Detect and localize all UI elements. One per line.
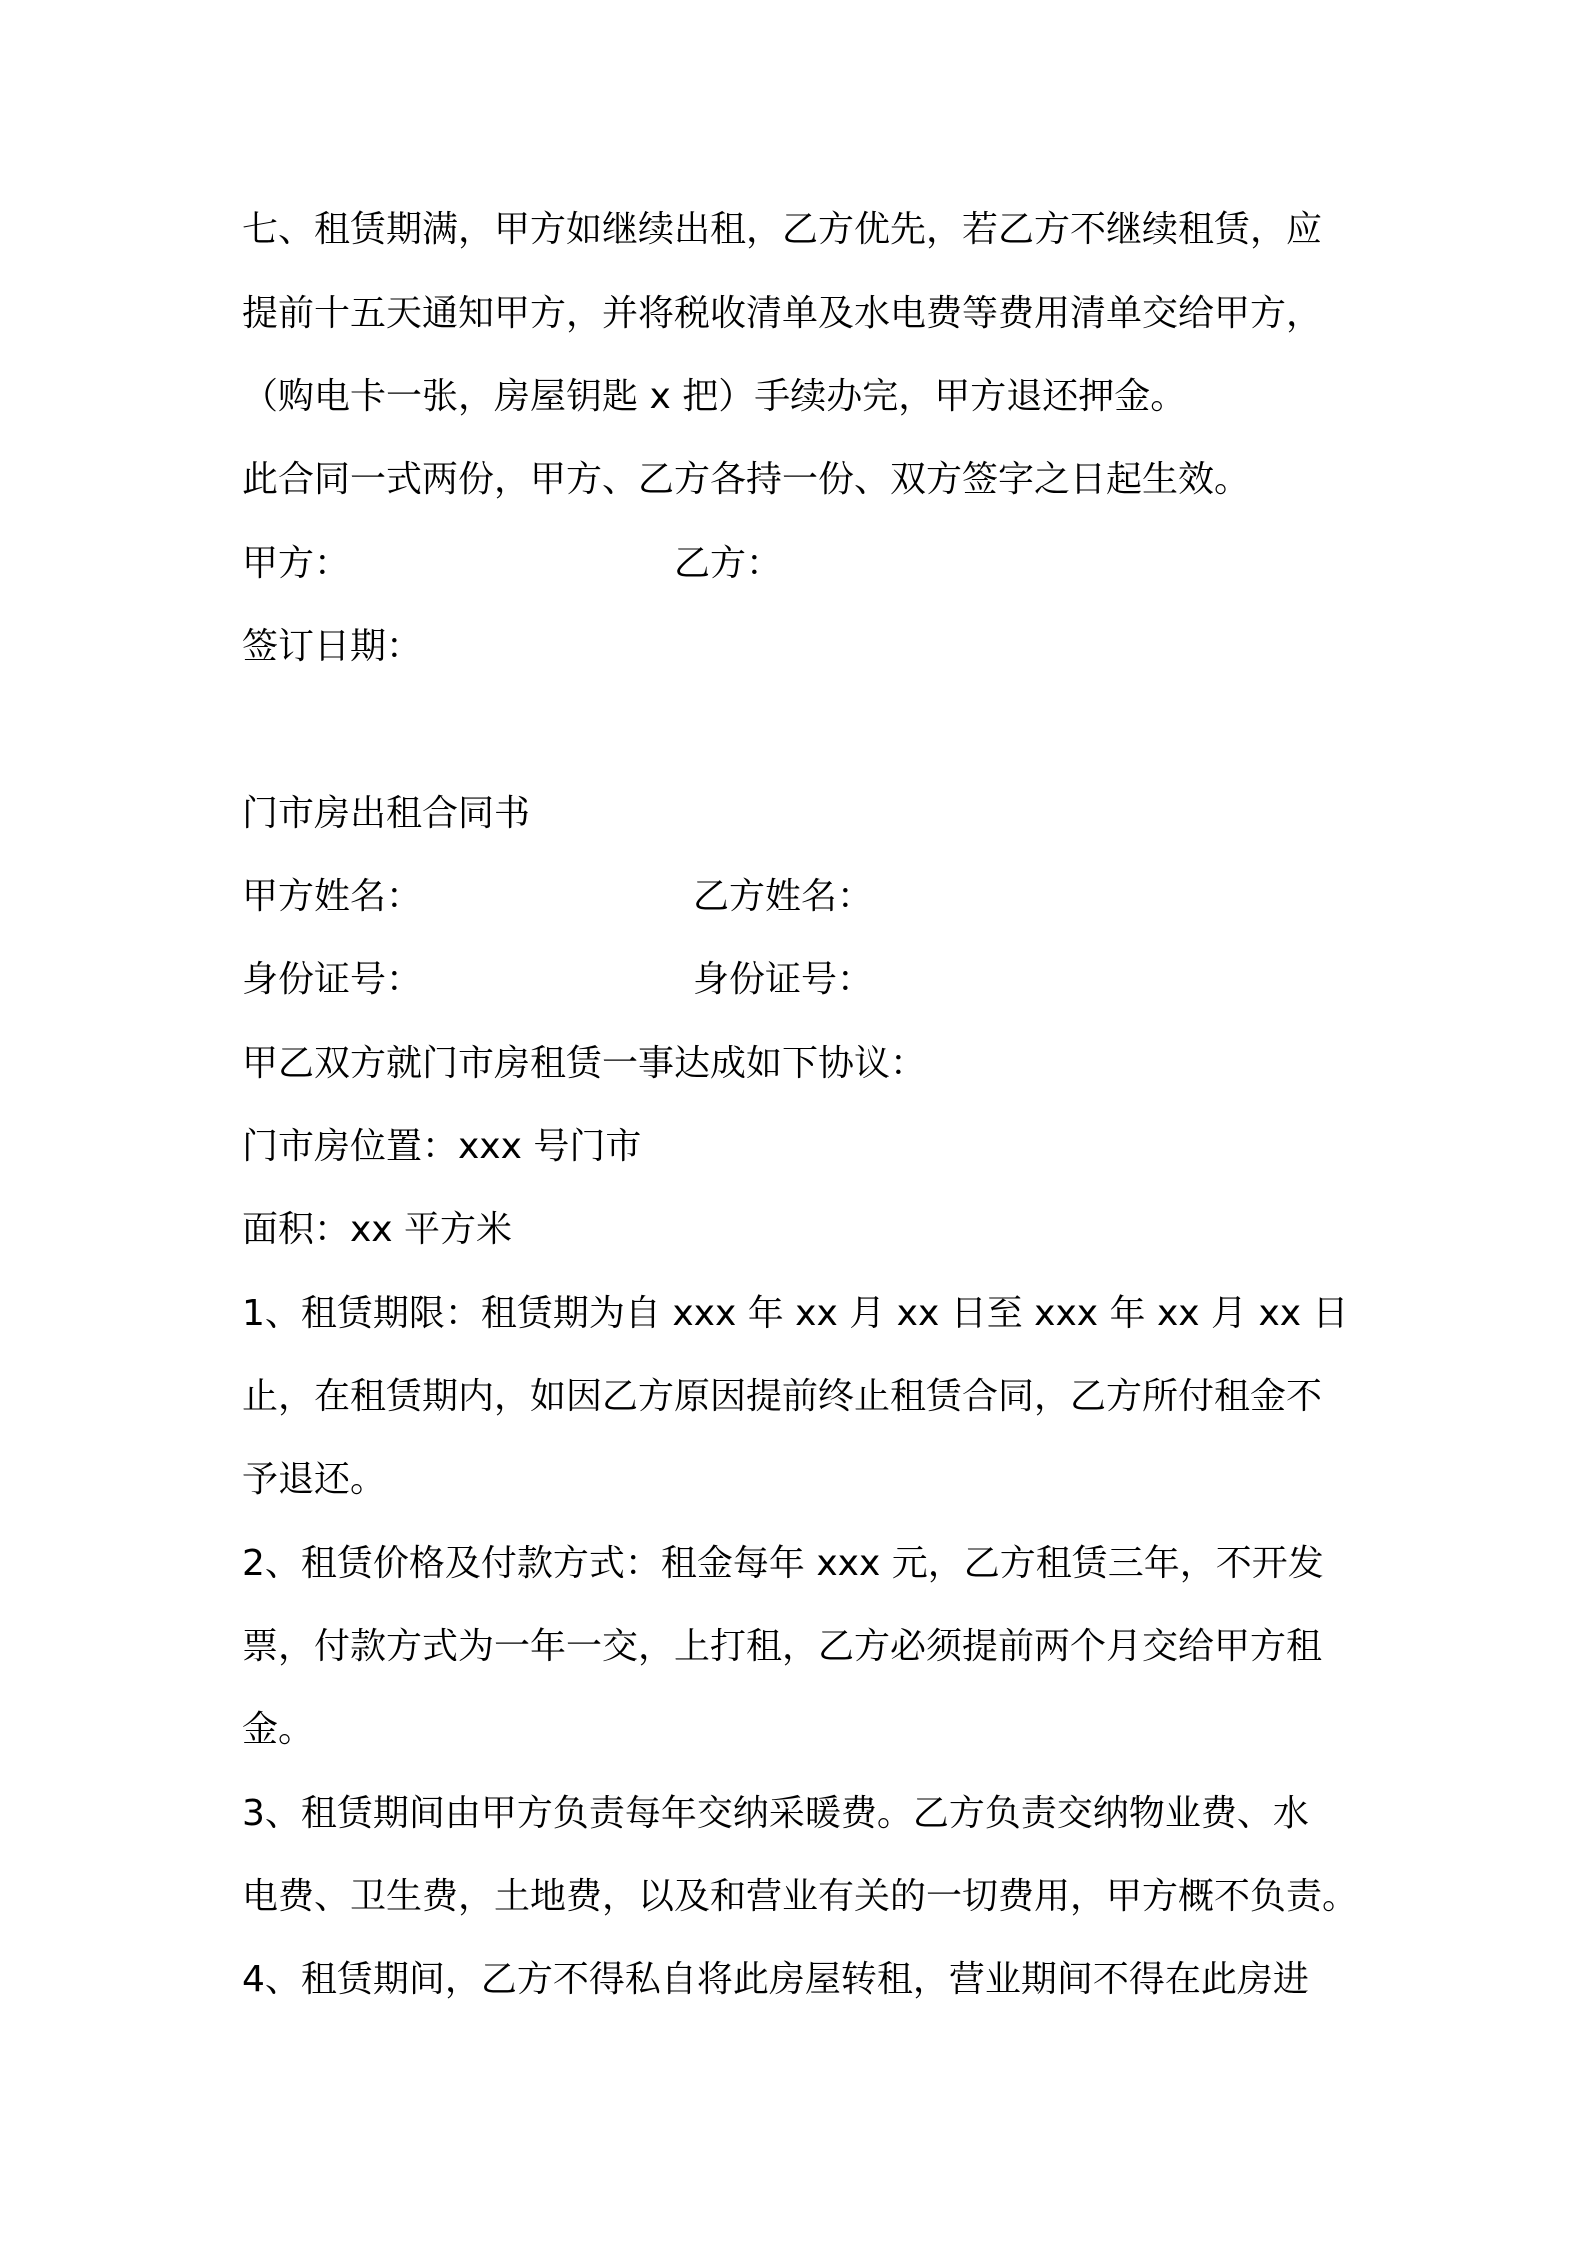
shop-location: 门市房位置：xxx 号门市 [242,1126,642,1167]
clause-7-line-3: （购电卡一张，房屋钥匙 x 把）手续办完，甲方退还押金。 [242,376,1187,417]
shop-area: 面积：xx 平方米 [242,1209,513,1250]
sign-date-label: 签订日期： [242,626,423,667]
clause-1-line-2: 止，在租赁期内，如因乙方原因提前终止租赁合同，乙方所付租金不 [242,1376,1323,1417]
clause-1-line-3: 予退还。 [242,1459,387,1500]
party-a-name-label: 甲方姓名： [242,876,423,917]
agreement-intro: 甲乙双方就门市房租赁一事达成如下协议： [242,1043,927,1084]
clause-2-line-2: 票，付款方式为一年一交，上打租，乙方必须提前两个月交给甲方租 [242,1626,1323,1667]
clause-3-line-1: 3、租赁期间由甲方负责每年交纳采暖费。乙方负责交纳物业费、水 [242,1793,1309,1834]
clause-7-line-1: 七、租赁期满，甲方如继续出租，乙方优先，若乙方不继续租赁，应 [242,209,1323,250]
clause-2-line-1: 2、租赁价格及付款方式：租金每年 xxx 元，乙方租赁三年，不开发 [242,1543,1324,1584]
party-a-id-label: 身份证号： [242,959,423,1000]
clause-2-line-3: 金。 [242,1709,315,1750]
copies-note: 此合同一式两份，甲方、乙方各持一份、双方签字之日起生效。 [242,459,1251,500]
clause-4-line-1: 4、租赁期间，乙方不得私自将此房屋转租，营业期间不得在此房进 [242,1959,1309,2000]
clause-1-line-1: 1、租赁期限：租赁期为自 xxx 年 xx 月 xx 日至 xxx 年 xx 月 xx 日 [242,1293,1349,1334]
party-b-id-label: 身份证号： [693,959,874,1000]
party-b-signature-label: 乙方： [674,543,783,584]
party-a-signature-label: 甲方： [242,543,351,584]
clause-7-line-2: 提前十五天通知甲方，并将税收清单及水电费等费用清单交给甲方， [242,293,1323,334]
contract-title: 门市房出租合同书 [242,793,531,834]
clause-3-line-2: 电费、卫生费，土地费，以及和营业有关的一切费用，甲方概不负责。 [242,1876,1359,1917]
party-b-name-label: 乙方姓名： [693,876,874,917]
